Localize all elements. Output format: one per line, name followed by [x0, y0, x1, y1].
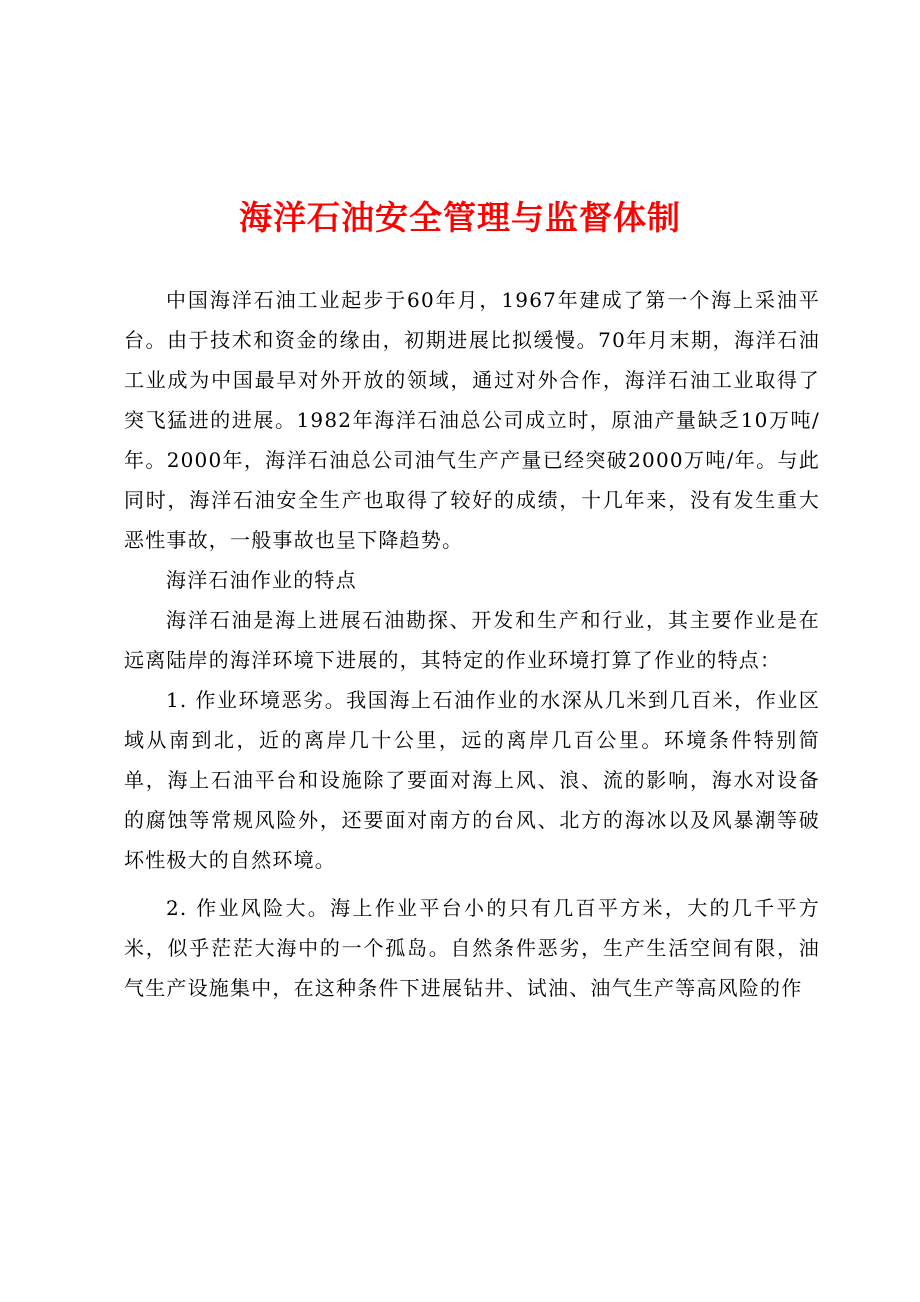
intro-paragraph: 中国海洋石油工业起步于60年月，1967年建成了第一个海上采油平台。由于技术和资金的缘由，初期进展比拟缓慢。70年月末期，海洋石油工业成为中国最早对外开放的领域，通过对外合作，海洋石油工业取得了突飞猛进的进展。1982年海洋石油总公司成立时，原油产量缺乏10万吨/年。2000年，海洋石油总公司油气生产产量已经突破2000万吨/年。与此同时，海洋石油安全生产也取得了较好的成绩，十几年来，没有发生重大恶性事故，一般事故也呈下降趋势。 — [124, 288, 820, 552]
item-2-paragraph: 2. 作业风险大。海上作业平台小的只有几百平方米，大的几千平方米，似乎茫茫大海中的一个孤岛。自然条件恶劣，生产生活空间有限，油气生产设施集中，在这种条件下进展钻井、试油、油气生产等高风险的作 — [124, 896, 820, 1000]
item-1-paragraph: 1. 作业环境恶劣。我国海上石油作业的水深从几米到几百米，作业区域从南到北，近的离岸几十公里，远的离岸几百公里。环境条件特别简单，海上石油平台和设施除了要面对海上风、浪、流的影响，海水对设备的腐蚀等常规风险外，还要面对南方的台风、北方的海冰以及风暴潮等破坏性极大的自然环境。 — [124, 688, 820, 872]
document-title: 海洋石油安全管理与监督体制 — [239, 198, 681, 237]
document-body — [124, 280, 820, 1008]
section-heading-characteristics: 海洋石油作业的特点 — [166, 568, 357, 592]
characteristics-intro-paragraph: 海洋石油是海上进展石油勘探、开发和生产和行业，其主要作业是在远离陆岸的海洋环境下进展的，其特定的作业环境打算了作业的特点： — [124, 608, 820, 672]
